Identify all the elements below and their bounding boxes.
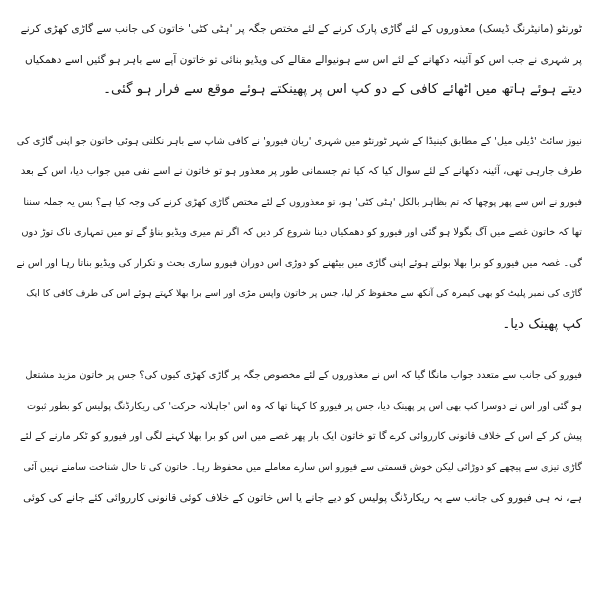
text-line: ہو گئی اور اس نے دوسرا کپ بھی اس پر پھینک دیا، جس پر فیورو کا کہنا تھا کہ وہ اس 'جاہلانہ حرکت' کی ریکارڈنگ پولیس کو بطور ثبوت: [26, 400, 582, 412]
text-line: فیورو کی جانب سے متعدد جواب مانگا گیا کہ اس نے معذوروں کے لئے مخصوص جگہ پر گاڑی کھڑی کیوں کی؟ جس پر خاتون مزید مشتعل: [25, 370, 582, 381]
text-line: نیوز سائٹ 'ڈیلی میل' کے مطابق کینیڈا کے شہر ٹورنٹو میں شہری 'ریان فیورو' نے کافی شاپ سے باہر نکلتی ہوئی خاتون جو اپنی گاڑی کی: [16, 135, 582, 147]
text-line: ہے، نہ ہی فیورو کی جانب سے یہ ریکارڈنگ پولیس کو دیے جانے یا اس خاتون کے خلاف کوئی قانونی کارروائی کئے جانے کی کوئی: [23, 492, 582, 504]
text-line: دیتے ہوئے ہاتھ میں اٹھائے کافی کے دو کپ اس پر پھینکتے ہوئے موقع سے فرار ہو گئی۔: [103, 82, 582, 97]
paragraph-1: [16, 14, 582, 106]
text-line: ٹورنٹو (مانیٹرنگ ڈیسک) معذوروں کے لئے گاڑی پارک کرنے کے لئے مختص جگہ پر 'ہٹی کٹی' خاتون کی جانب سے گاڑی کھڑی کرنے: [20, 23, 582, 35]
text-line: گاڑی تیزی سے پیچھے کو دوڑائی لیکن خوش قسمتی سے فیورو اس سارے معاملے میں محفوظ رہا۔ خاتون کی تا حال شناخت سامنے نہیں آئی: [23, 461, 582, 473]
text-line: فیورو نے اس سے پھر پوچھا کہ تم بظاہر بالکل 'ہٹی کٹی' ہو، تو معذوروں کے لئے مختص گاڑی کھڑی کرنے کی وجہ کیا ہے؟ بس یہ جملہ سننا: [23, 196, 582, 208]
paragraph-3: [16, 361, 582, 514]
text-line: پیش کر کے اس کے خلاف قانونی کارروائی کرے گا تو خاتون ایک بار پھر غصے میں اس کو برا بھلا کہنے لگی اور فیورو کو ٹکر مارنے کے لئے: [19, 431, 582, 442]
text-line: طرف جارہی تھی، آئینہ دکھانے کے لئے سوال کیا کہ کیا تم جسمانی طور پر معذور ہو تو خاتون نے اسے نفی میں جواب دیا، اس کے بعد: [20, 166, 582, 177]
paragraph-2: [16, 127, 582, 341]
text-line: پر شہری نے جب اس کو آئینہ دکھانے کے لئے اس سے ہونیوالے مقالے کی ویڈیو بنائی تو خاتون آپے سے باہر ہو گئیں اسے دھمکیاں: [24, 53, 582, 66]
text-line: گی۔ غصہ میں فیورو کو برا بھلا بولتے ہوئے اپنی گاڑی میں بیٹھنے کو دوڑی اس دوران فیورو ساری بحث و تکرار کی ویڈیو بناتا رہا اور اس نے: [16, 257, 582, 269]
text-line: گاڑی کی نمبر پلیٹ کو بھی کیمرہ کی آنکھ سے محفوظ کر لیا، جس پر خاتون واپس مڑی اور اسے برا بھلا کہتے ہوئے اس کی طرف کافی کا ایک: [26, 288, 582, 299]
text-line: تھا کہ خاتون غصے میں آگ بگولا ہو گئی اور فیورو کو دھمکیاں دینا شروع کر دیں کہ اگر تم میری ویڈیو بناؤ گے تو میں تمہاری ناک توڑ دوں: [21, 227, 582, 238]
text-line: کپ پھینک دیا۔: [502, 316, 582, 332]
